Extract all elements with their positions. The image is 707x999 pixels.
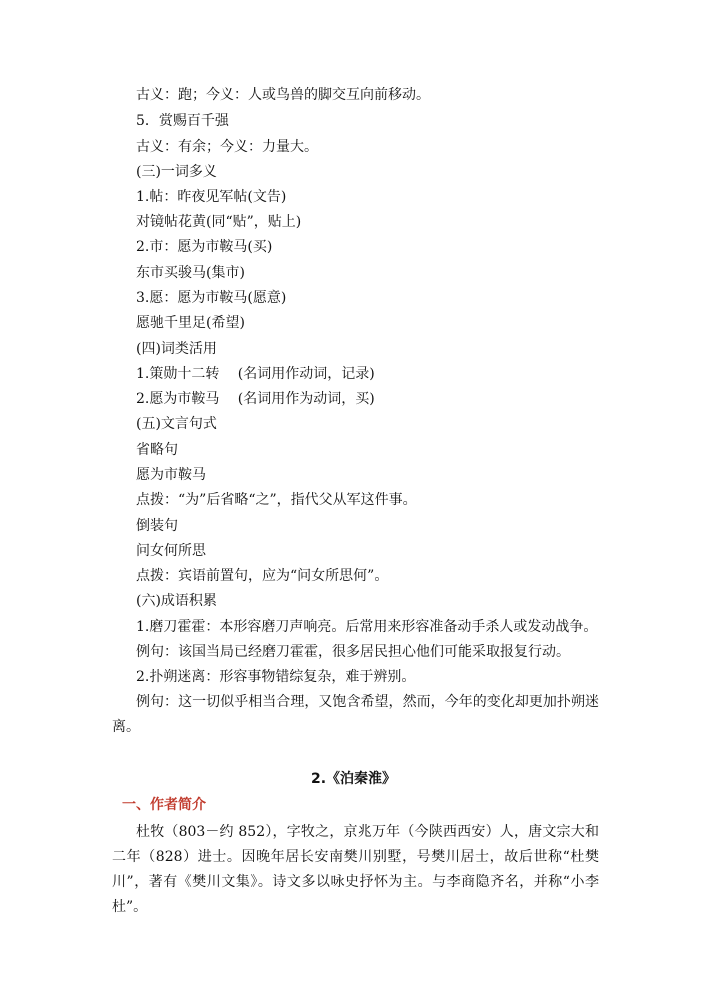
section-heading: 一、作者简介 xyxy=(122,797,206,813)
example-paragraph: 例句：这一切似乎相当合理，又饱含希望，然而，今年的变化却更加扑朔迷离。 xyxy=(112,694,599,735)
section-title: 2.《泊秦淮》 xyxy=(310,771,397,787)
text-line: 问女何所思 xyxy=(136,543,206,559)
author-paragraph: 杜牧（803－约 852），字牧之，京兆万年（今陕西西安）人，唐文宗大和二年（828）进士。因晚年居长安南樊川别墅，号樊川居士，故后世称“杜樊川”，著有《樊川文集》。诗文多以咏史抒怀为主。与李商隐齐名，并称“小李杜”。 xyxy=(112,824,599,915)
text-line: (四)词类活用 xyxy=(136,341,217,357)
text-line: 点拨：“为”后省略“之”，指代父从军这件事。 xyxy=(136,492,417,508)
text-line: 3.愿：愿为市鞍马(愿意) xyxy=(136,290,287,306)
text-line: 1.策勋十二转 (名词用作动词，记录) xyxy=(136,366,375,382)
text-line: 东市买骏马(集市) xyxy=(136,265,245,281)
text-line: 愿驰千里足(希望) xyxy=(136,315,245,331)
text-line: 对镜帖花黄(同“贴”，贴上) xyxy=(136,214,302,230)
text-line: 2.扑朔迷离：形容事物错综复杂，难于辨别。 xyxy=(136,669,416,685)
text-line: (六)成语积累 xyxy=(136,593,217,609)
text-line: (五)文言句式 xyxy=(136,416,217,432)
text-line: 点拨：宾语前置句，应为“问女所思何”。 xyxy=(136,568,389,584)
text-line: 古义：跑；今义：人或鸟兽的脚交互向前移动。 xyxy=(136,87,430,103)
text-line: (三)一词多义 xyxy=(136,164,217,180)
text-line: 古义：有余；今义：力量大。 xyxy=(136,139,318,155)
text-line: 1.磨刀霍霍：本形容磨刀声响亮。后常用来形容准备动手杀人或发动战争。 xyxy=(136,619,598,635)
text-line: 省略句 xyxy=(136,442,178,458)
text-line: 倒装句 xyxy=(136,518,178,534)
text-line: 2.市：愿为市鞍马(买) xyxy=(136,239,273,255)
text-line: 5．赏赐百千强 xyxy=(136,113,229,129)
text-line: 1.帖：昨夜见军帖(文告) xyxy=(136,189,287,205)
text-line: 愿为市鞍马 xyxy=(136,467,206,483)
text-line: 2.愿为市鞍马 (名词用作为动词，买) xyxy=(136,391,375,407)
text-line: 例句：该国当局已经磨刀霍霍，很多居民担心他们可能采取报复行动。 xyxy=(136,644,570,660)
